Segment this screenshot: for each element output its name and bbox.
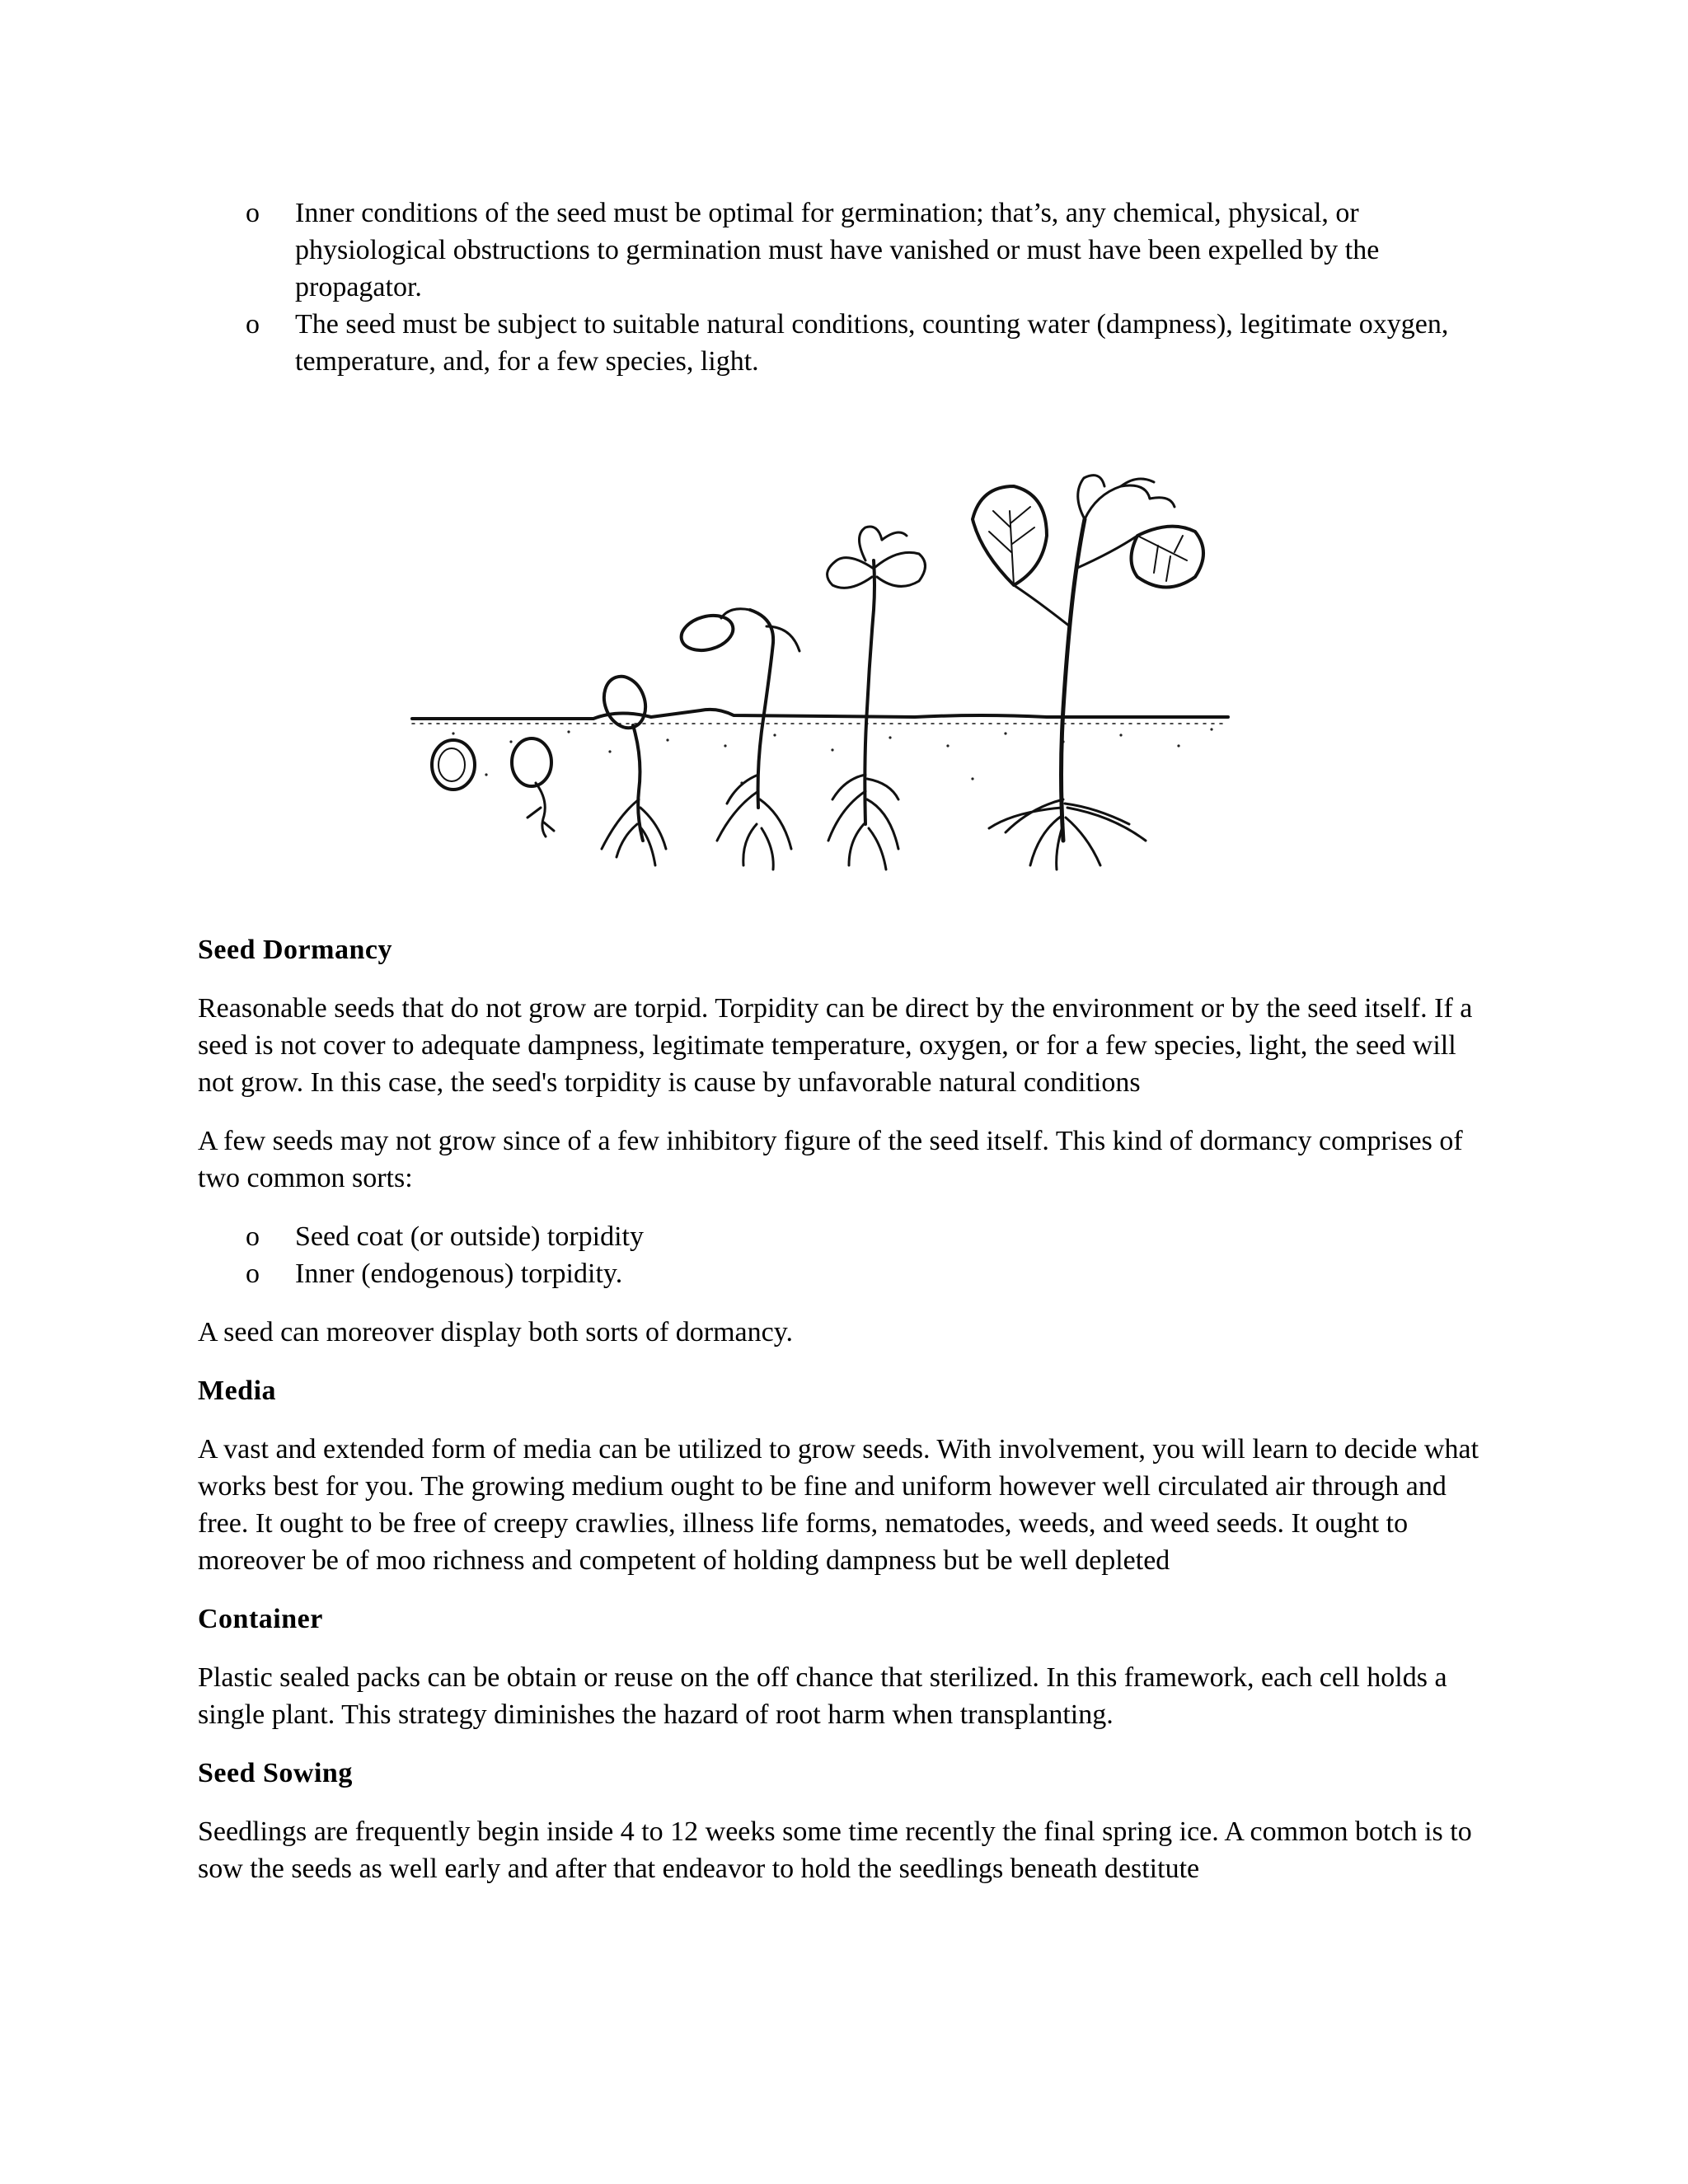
list-item	[198, 194, 1484, 306]
heading-seed-sowing: Seed Sowing	[198, 1758, 353, 1788]
dormancy-types-list	[198, 1218, 1484, 1292]
dormancy-paragraph-3: A seed can moreover display both sorts of dormancy.	[198, 1317, 794, 1347]
bullet-mark: o	[246, 1221, 260, 1252]
list-item	[198, 306, 1484, 380]
list-item	[198, 1218, 1484, 1255]
list-item	[198, 1255, 1484, 1292]
container-paragraph: Plastic sealed packs can be obtain or reuse on the off chance that sterilized. In this framework, each cell holds a single plant. This strategy diminishes the hazard of root harm when transplanting.	[198, 1662, 1447, 1730]
dormancy-paragraph-2: A few seeds may not grow since of a few inhibitory figure of the seed itself. This kind of dormancy comprises of two common sorts:	[198, 1126, 1463, 1193]
media-paragraph: A vast and extended form of media can be utilized to grow seeds. With involvement, you will learn to decide what works best for you. The growing medium ought to be fine and uniform however well circulated air through and free. It ought to be free of creepy crawlies, illness life forms, nematodes, weeds, and weed seeds. It ought to moreover be of moo richness and competent of holding dampness but be well depleted	[198, 1434, 1479, 1576]
bullet-mark: o	[246, 198, 260, 228]
list-item-text: Inner conditions of the seed must be optimal for germination; that’s, any chemical, physical, or physiological obstructions to germination must have vanished or must have been expelled by the propagator.	[295, 198, 1380, 302]
germination-conditions-list	[198, 194, 1484, 380]
seed-germination-stages-icon	[404, 462, 1236, 874]
bullet-mark: o	[246, 309, 260, 340]
page-content	[198, 194, 1484, 1887]
list-item-text: Inner (endogenous) torpidity.	[295, 1258, 623, 1289]
heading-container: Container	[198, 1604, 323, 1634]
heading-seed-dormancy: Seed Dormancy	[198, 935, 392, 965]
dormancy-paragraph-1: Reasonable seeds that do not grow are torpid. Torpidity can be direct by the environment or by the seed itself. If a seed is not cover to adequate dampness, legitimate temperature, oxygen, or for a few species, light, the seed will not grow. In this case, the seed's torpidity is cause by unfavorable natural conditions	[198, 993, 1473, 1098]
bullet-mark: o	[246, 1258, 260, 1289]
heading-media: Media	[198, 1376, 277, 1406]
sowing-paragraph: Seedlings are frequently begin inside 4 to 12 weeks some time recently the final spring ice. A common botch is to sow the seeds as well early and after that endeavor to hold the seedlings beneath destitute	[198, 1816, 1472, 1884]
list-item-text: Seed coat (or outside) torpidity	[295, 1221, 645, 1252]
list-item-text: The seed must be subject to suitable natural conditions, counting water (dampness), legitimate oxygen, temperature, and, for a few species, light.	[295, 309, 1449, 377]
